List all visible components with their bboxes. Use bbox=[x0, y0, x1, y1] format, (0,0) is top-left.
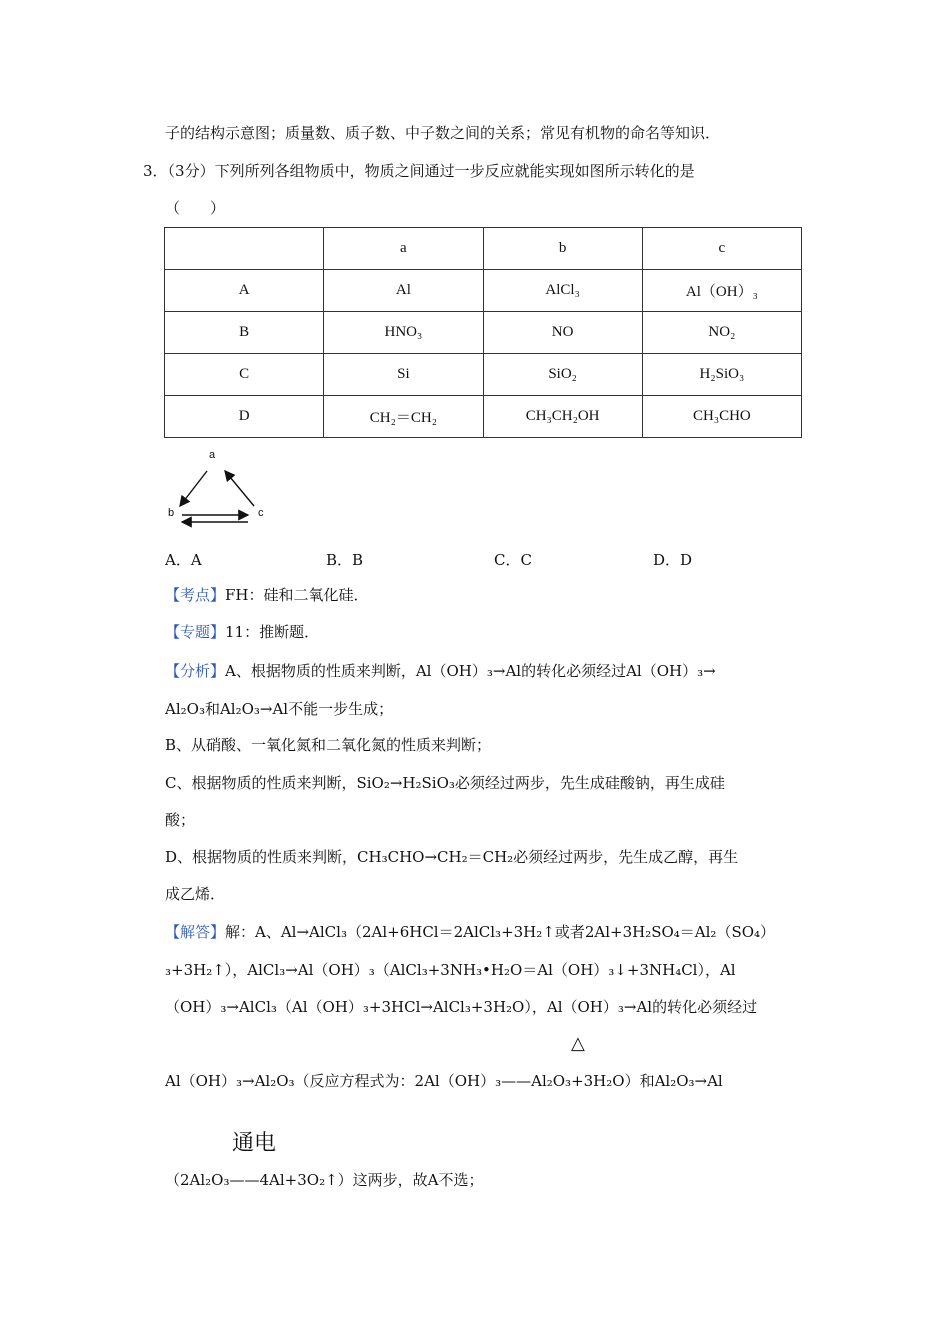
diagram-label-c: c bbox=[258, 507, 264, 519]
table-cell: c bbox=[642, 228, 801, 270]
table-cell: a bbox=[324, 228, 483, 270]
zhuanti-line bbox=[165, 622, 319, 642]
table-row bbox=[165, 396, 802, 438]
table-cell: C bbox=[165, 354, 324, 396]
kaodian-line bbox=[165, 585, 369, 605]
table-row bbox=[165, 270, 802, 312]
table-cell: NO₂ bbox=[642, 312, 801, 354]
jieda-line-4: Al（OH）₃→Al₂O₃（反应方程式为：2Al（OH）₃——Al₂O₃+3H₂O）和Al₂O₃→Al bbox=[165, 1072, 723, 1090]
jieda-line-3: （OH）₃→AlCl₃（Al（OH）₃+3HCl→AlCl₃+3H₂O），Al（OH）₃→Al的转化必须经过 bbox=[165, 998, 758, 1016]
table-cell: b bbox=[483, 228, 642, 270]
electrolysis-label: 通电 bbox=[232, 1131, 277, 1156]
fenxi-line-2: Al₂O₃和Al₂O₃→Al不能一步生成； bbox=[165, 700, 394, 718]
kaodian-text: FH：硅和二氧化硅． bbox=[225, 586, 369, 604]
fenxi-tag: 【分析】 bbox=[165, 662, 226, 680]
question-text: （3分）下列所列各组物质中，物质之间通过一步反应就能实现如图所示转化的是 bbox=[167, 162, 695, 180]
table-cell: Si bbox=[324, 354, 483, 396]
fenxi-text: A、根据物质的性质来判断，Al（OH）₃→Al的转化必须经过Al（OH）₃→ bbox=[225, 662, 716, 680]
options-table bbox=[164, 227, 802, 438]
table-cell: Al bbox=[324, 270, 483, 312]
question-stem bbox=[143, 161, 695, 181]
fenxi-line-4: C、根据物质的性质来判断，SiO₂→H₂SiO₃必须经过两步，先生成硅酸钠，再生成硅 bbox=[165, 774, 725, 792]
table-header-row bbox=[165, 228, 802, 270]
table-cell: CH₃CH₂OH bbox=[483, 396, 642, 438]
table-cell: NO bbox=[483, 312, 642, 354]
fenxi-line-5: 酸； bbox=[165, 811, 196, 829]
jieda-line-1 bbox=[165, 922, 775, 942]
zhuanti-text: 11：推断题． bbox=[225, 623, 320, 641]
table-cell: B bbox=[165, 312, 324, 354]
arrow-c-to-a bbox=[225, 471, 254, 506]
heat-symbol: △ bbox=[571, 1033, 585, 1054]
table-row bbox=[165, 354, 802, 396]
fenxi-line-1 bbox=[165, 661, 716, 681]
jieda-tag: 【解答】 bbox=[165, 923, 226, 941]
kaodian-tag: 【考点】 bbox=[165, 586, 226, 604]
jieda-text: 解：A、Al→AlCl₃（2Al+6HCl＝2AlCl₃+3H₂↑或者2Al+3H₂SO₄＝Al₂（SO₄） bbox=[225, 923, 776, 941]
question-blank: （ ） bbox=[165, 199, 226, 217]
fenxi-line-6: D、根据物质的性质来判断，CH₃CHO→CH₂＝CH₂必须经过两步，先生成乙醇，再生 bbox=[165, 848, 739, 866]
table-cell: Al（OH）₃ bbox=[642, 270, 801, 312]
table-cell: CH₃CHO bbox=[642, 396, 801, 438]
table-row bbox=[165, 312, 802, 354]
choice-c: C．C bbox=[494, 551, 532, 569]
table-cell: HNO₃ bbox=[324, 312, 483, 354]
top-line: 子的结构示意图；质量数、质子数、中子数之间的关系；常见有机物的命名等知识． bbox=[165, 124, 721, 142]
choice-b: B．B bbox=[326, 551, 364, 569]
jieda-line-5: （2Al₂O₃——4Al+3O₂↑）这两步，故A不选； bbox=[165, 1171, 484, 1189]
arrow-a-to-b bbox=[180, 471, 207, 506]
diagram-label-a: a bbox=[209, 449, 216, 461]
question-number: 3． bbox=[143, 162, 168, 180]
table-cell bbox=[165, 228, 324, 270]
choice-d: D．D bbox=[653, 551, 693, 569]
table-cell: SiO₂ bbox=[483, 354, 642, 396]
table-cell: AlCl₃ bbox=[483, 270, 642, 312]
table-cell: H₂SiO₃ bbox=[642, 354, 801, 396]
diagram-label-b: b bbox=[168, 507, 175, 519]
jieda-line-2: ₃+3H₂↑），AlCl₃→Al（OH）₃（AlCl₃+3NH₃•H₂O＝Al（OH）₃↓+3NH₄Cl），Al bbox=[165, 961, 736, 979]
table-cell: A bbox=[165, 270, 324, 312]
fenxi-line-7: 成乙烯． bbox=[165, 885, 226, 903]
choice-a: A．A bbox=[165, 551, 202, 569]
conversion-diagram bbox=[160, 444, 275, 529]
zhuanti-tag: 【专题】 bbox=[165, 623, 226, 641]
fenxi-line-3: B、从硝酸、一氧化氮和二氧化氮的性质来判断； bbox=[165, 736, 492, 754]
table-cell: CH₂＝CH₂ bbox=[324, 396, 483, 438]
table-cell: D bbox=[165, 396, 324, 438]
